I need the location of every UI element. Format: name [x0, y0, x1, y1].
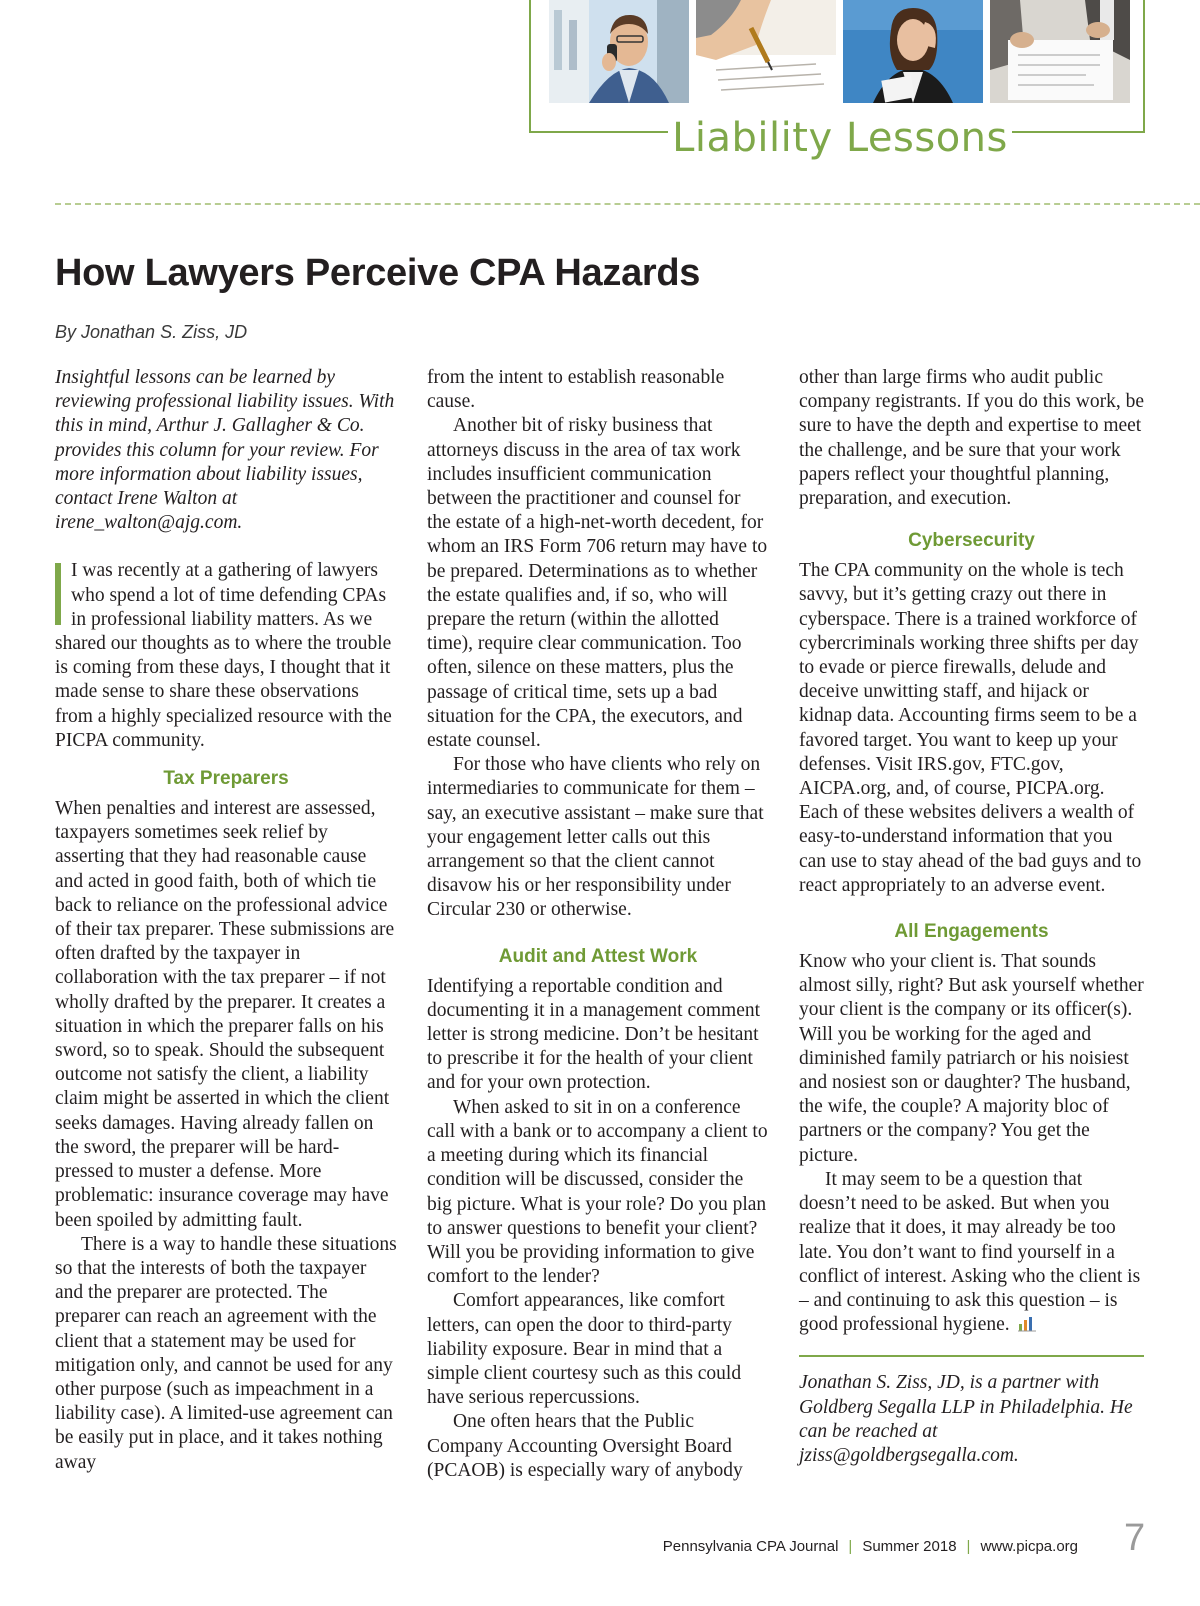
paragraph: When penalties and interest are assessed, taxpayers sometimes seek relief by asserting that they had reasonable cause and acted in good faith, both of which tie back to reliance on the professional advice of their tax preparer. These submissions are often drafted by the taxpayer in collaboration with the tax preparer – if not wholly drafted by the preparer. It creates a situation in which the preparer falls on his sword, so to speak. Should the subsequent outcome not satisfy the client, a liability claim might be asserted in which the client seeks damages. Having already fallen on the sword, the preparer will be hard-pressed to muster a defense. More problematic: insurance coverage may have been spoiled by admitting fault. — [55, 798, 395, 1231]
column-3 — [799, 366, 1144, 1468]
website-link[interactable]: www.picpa.org — [980, 1538, 1078, 1555]
drop-cap-bar — [55, 563, 61, 625]
paragraph: Know who your client is. That sounds almost silly, right? But ask yourself whether your client is the company or its officer(s). Will you be working for the aged and diminished family patriarch or his noisiest and nosiest son or daughter? The husband, the wife, the couple? A majority bloc of partners or the company? You get the picture. — [799, 951, 1144, 1166]
subhead-all-engagements: All Engagements — [894, 921, 1049, 943]
paragraph: Comfort appearances, like comfort letters, can open the door to third-party liability exposure. Bear in mind that a simple client courtesy such as this could have serious repercussions. — [427, 1290, 742, 1409]
opening-paragraph: I was recently at a gathering of lawyers who spend a lot of time defending CPAs in professional liability matters. As we shared our thoughts as to where the trouble is coming from these days, I thought that it made sense to share these observations from a highly specialized resource with the PICPA community. — [55, 560, 392, 751]
journal-name: Pennsylvania CPA Journal — [662, 1538, 839, 1555]
paragraph: One often hears that the Public Company Accounting Oversight Board (PCAOB) is especially wary of anybody — [427, 1411, 743, 1481]
paragraph: other than large firms who audit public company registrants. If you do this work, be sure to have the depth and expertise to meet the challenge, and be sure that your work papers reflect your thoughtful planning, preparation, and execution. — [799, 367, 1144, 510]
subhead-audit-attest: Audit and Attest Work — [498, 945, 698, 967]
column-2 — [427, 366, 769, 1483]
paragraph: When asked to sit in on a conference call with a bank or to accompany a client to a meeting during which its financial condition will be discussed, consider the big picture. What is your role? Do you plan to answer questions to benefit your client? Will you be providing information to give comfort to the lender? — [427, 1096, 768, 1288]
article-headline: How Lawyers Perceive CPA Hazards — [55, 252, 701, 294]
section-title: Liability Lessons — [668, 112, 1012, 164]
stressed-woman-photo — [843, 0, 983, 103]
paragraph: For those who have clients who rely on intermediaries to communicate for them – say, an executive assistant – make sure that your engagement letter calls out this arrangement so that the client cannot disavow his or her responsibility under Circular 230 or otherwise. — [427, 754, 764, 921]
page-number: 7 — [1124, 1517, 1146, 1559]
issue-date: Summer 2018 — [862, 1538, 957, 1555]
signing-document-photo — [696, 0, 836, 103]
reviewing-papers-photo — [990, 0, 1130, 103]
paragraph: Another bit of risky business that attorneys discuss in the area of tax work includes insufficient communication between the practitioner and counsel for the estate of a high-net-worth decedent, for whom an IRS Form 706 return may have to be prepared. Determinations as to whether the estate qualifies and, if so, who will prepare the return (within the allotted time), require clear communication. Too often, silence on these matters, plus the passage of critical time, sets up a bad situation for the CPA, the executors, and estate counsel. — [427, 415, 768, 752]
intro-paragraph: Insightful lessons can be learned by reviewing professional liability issues. With this in mind, Arthur J. Gallagher & Co. provides this column for your review. For more information about liability issues, contact Irene Walton at irene_walton@ajg.com. — [55, 367, 395, 534]
subhead-tax-preparers: Tax Preparers — [163, 768, 289, 790]
column-1 — [55, 366, 397, 1475]
paragraph: There is a way to handle these situations so that the interests of both the taxpayer and the preparer are protected. The preparer can reach an agreement with the client that a statement may be used for mitigation only, and cannot be used for any other purpose (such as impeachment in a liability case). A limited-use agreement can be easily put in place, and it takes nothing away — [55, 1233, 397, 1473]
page-footer: Pennsylvania CPA Journal | Summer 2018 | www.picpa.org — [662, 1538, 1078, 1555]
dashed-divider — [55, 203, 1200, 205]
byline: By Jonathan S. Ziss, JD — [55, 322, 248, 342]
author-bio-divider — [799, 1355, 1144, 1357]
subhead-cybersecurity: Cybersecurity — [908, 530, 1035, 552]
end-of-article-icon — [1018, 1316, 1036, 1332]
man-on-phone-photo — [549, 0, 689, 103]
closing-paragraph: It may seem to be a question that doesn’t need to be asked. But when you realize that it does, it may already be too late. You don’t want to find yourself in a conflict of interest. Asking who the client is – and continuing to ask this question – is good professional hygiene. — [799, 1168, 1141, 1336]
paragraph: from the intent to establish reasonable cause. — [427, 367, 725, 413]
paragraph: Identifying a reportable condition and documenting it in a management comment letter is strong medicine. Don’t be hesitant to prescribe it for the health of your client and for your own protection. — [427, 975, 761, 1094]
author-bio: Jonathan S. Ziss, JD, is a partner with Goldberg Segalla LLP in Philadelphia. He can be reached at jziss@goldbergsegalla.com. — [799, 1372, 1133, 1466]
paragraph: The CPA community on the whole is tech savvy, but it’s getting crazy out there in cyberspace. There is a trained workforce of cybercriminals working three shifts per day to evade or pierce firewalls, delude and deceive unwitting staff, and hijack or kidnap data. Accounting firms seem to be a favored target. You want to keep up your defenses. Visit IRS.gov, FTC.gov, AICPA.org, and, of course, PICPA.org. Each of these websites delivers a wealth of easy-to-understand information that you can use to stay ahead of the bad guys and to react appropriately to an adverse event. — [799, 560, 1142, 896]
